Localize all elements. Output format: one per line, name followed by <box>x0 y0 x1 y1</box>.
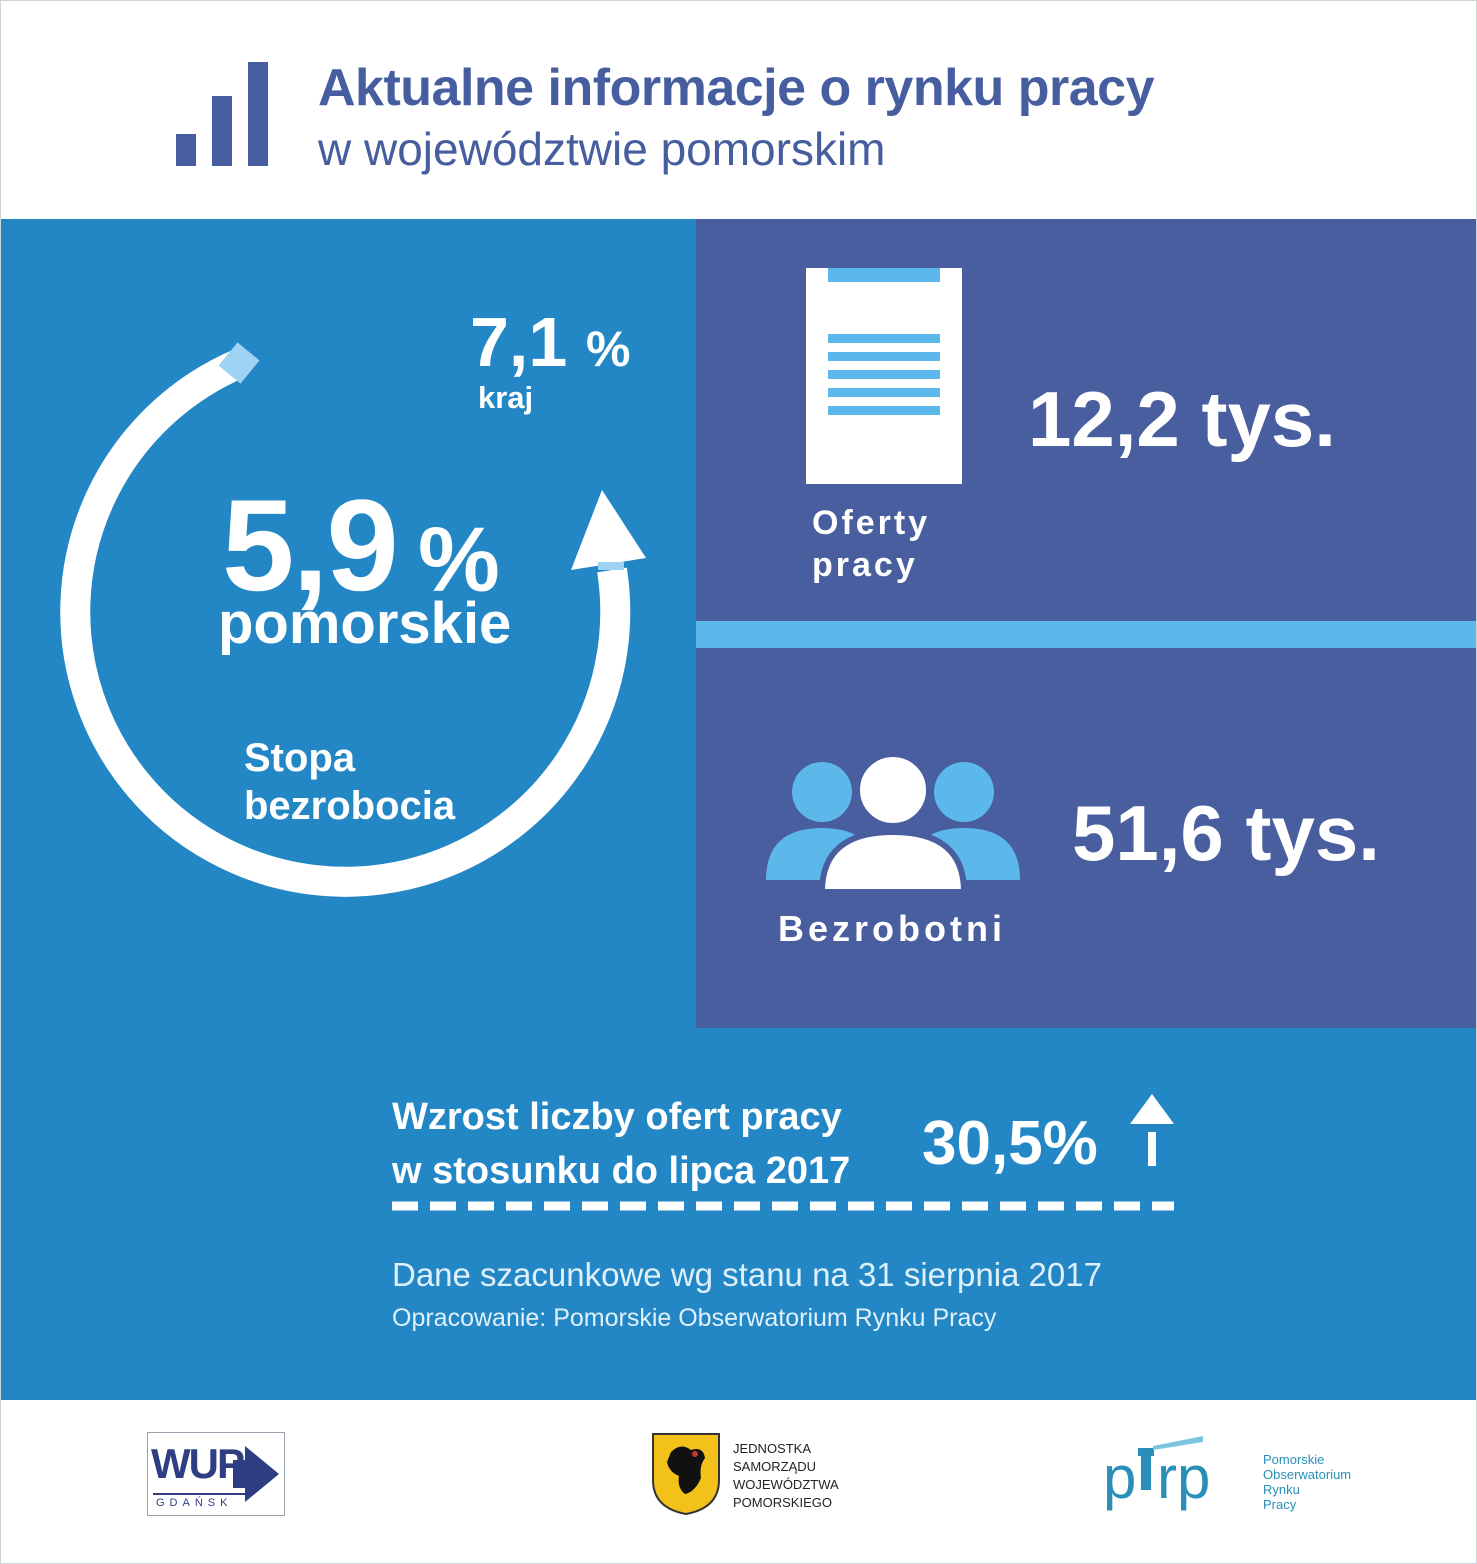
dashed-divider <box>392 1201 1174 1211</box>
regional-rate-label: pomorskie <box>218 591 512 656</box>
wup-logo-text: WUP <box>151 1440 243 1487</box>
national-rate-value: 7,1 <box>470 303 568 381</box>
caption-line-2: bezrobocia <box>244 784 456 828</box>
national-rate-label: kraj <box>478 380 534 415</box>
svg-text:p: p <box>1103 1444 1137 1511</box>
coat-of-arms-icon <box>651 1432 721 1516</box>
jsw-logo-text <box>733 1440 839 1512</box>
job-offers-value: 12,2 tys. <box>1028 375 1336 463</box>
porp-logo-text <box>1263 1452 1351 1512</box>
unemployed-label: Bezrobotni <box>778 908 1006 949</box>
arrow-up-icon <box>1130 1094 1174 1168</box>
national-rate-unit: % <box>586 321 631 377</box>
jsw-line-2: SAMORZĄDU <box>733 1459 817 1474</box>
growth-value: 30,5% <box>922 1109 1098 1178</box>
porp-line-4: Pracy <box>1263 1497 1297 1512</box>
wup-logo-subtext: GDAŃSK <box>156 1497 233 1509</box>
regional-rate-value: 5,9 <box>222 472 397 618</box>
page-title: Aktualne informacje o rynku pracy <box>318 59 1154 117</box>
people-icon <box>766 756 1020 894</box>
panel-divider <box>696 621 1476 648</box>
porp-line-2: Obserwatorium <box>1263 1467 1352 1482</box>
bar-chart-icon <box>176 62 268 166</box>
porp-logo <box>1103 1434 1253 1518</box>
porp-line-3: Rynku <box>1263 1482 1300 1497</box>
job-offers-label-line-1: Oferty <box>812 504 931 542</box>
jsw-line-3: WOJEWÓDZTWA <box>733 1477 839 1492</box>
page-subtitle: w województwie pomorskim <box>318 123 886 175</box>
regional-rate-unit: % <box>418 509 500 611</box>
porp-line-1: Pomorskie <box>1263 1452 1325 1467</box>
unemployment-rate-caption <box>244 734 455 830</box>
document-icon <box>806 268 962 484</box>
svg-text:rp: rp <box>1157 1444 1211 1511</box>
jsw-line-1: JEDNOSTKA <box>733 1441 812 1456</box>
growth-label-line-1: Wzrost liczby ofert pracy <box>392 1096 842 1138</box>
growth-label-line-2: w stosunku do lipca 2017 <box>392 1150 851 1192</box>
caption-line-1: Stopa <box>244 736 356 780</box>
unemployed-value: 51,6 tys. <box>1072 789 1380 877</box>
jsw-line-4: POMORSKIEGO <box>733 1495 832 1510</box>
source-note: Opracowanie: Pomorskie Obserwatorium Rynku Pracy <box>392 1304 997 1332</box>
job-offers-label-line-2: pracy <box>812 546 918 584</box>
job-offers-label <box>812 502 930 586</box>
data-note: Dane szacunkowe wg stanu na 31 sierpnia 2017 <box>392 1256 1102 1293</box>
growth-label <box>392 1090 850 1198</box>
